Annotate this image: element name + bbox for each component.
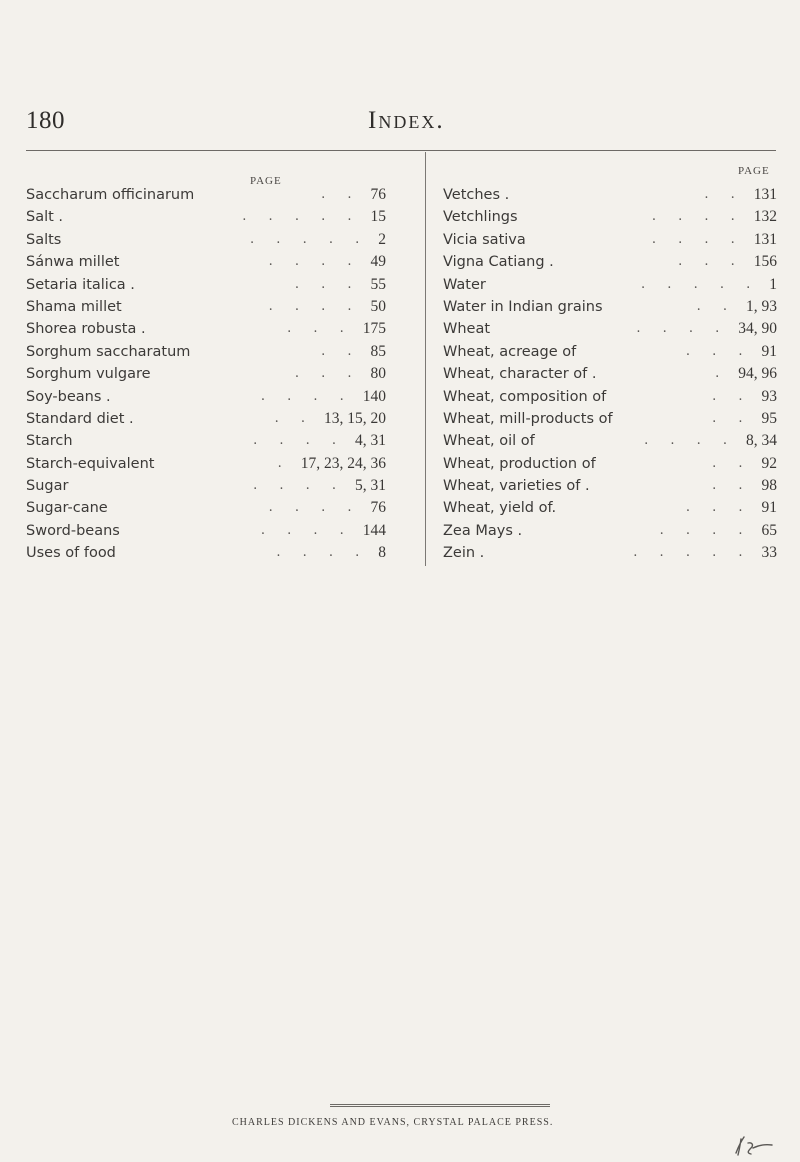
page-reference: 50 [370, 297, 386, 315]
footer-rule-lower [330, 1106, 550, 1107]
left-page-heading: PAGE [250, 175, 282, 187]
index-entry [443, 475, 777, 497]
page-reference: 94, 96 [738, 365, 777, 383]
page-reference: 91 [761, 499, 777, 517]
page-reference: 8, 34 [746, 432, 777, 450]
leader-dots: . . . . [659, 522, 752, 538]
index-term: Saccharum officinarum [26, 187, 195, 203]
leader-dots: . . . . [253, 433, 345, 449]
leader-dots: . . . [294, 276, 361, 292]
index-term: Wheat, production of [443, 455, 596, 472]
index-term: Zea Mays . [443, 522, 523, 539]
page-reference: 17, 23, 24, 36 [300, 454, 386, 472]
leader-dots: . . [712, 410, 752, 426]
index-term: Sword-beans [26, 522, 120, 539]
page-reference: 93 [761, 387, 777, 405]
index-term: Salts [26, 231, 62, 248]
index-term: Wheat, varieties of . [443, 478, 590, 495]
leader-dots: . . . [287, 321, 353, 337]
page-reference: 1, 93 [746, 297, 777, 315]
index-term: Sugar-cane [26, 500, 108, 517]
leader-dots: . . [696, 298, 736, 314]
index-term: Starch [26, 433, 73, 450]
index-entry [443, 430, 777, 452]
leader-dots: . . [321, 187, 361, 202]
page-reference: 5, 31 [355, 477, 386, 495]
right-page-heading: PAGE [738, 165, 770, 177]
top-rule [26, 150, 776, 151]
leader-dots: . . . . [268, 298, 361, 314]
leader-dots: . . . [678, 254, 744, 270]
leader-dots: . . [712, 478, 752, 494]
index-term: Soy-beans . [26, 388, 111, 405]
index-term: Shorea robusta . [26, 321, 146, 338]
index-entry [443, 251, 777, 273]
page-reference: 76 [370, 186, 386, 203]
leader-dots: . . . . [636, 321, 729, 337]
page-reference: 140 [362, 387, 386, 405]
index-term: Wheat, mill-products of [443, 410, 613, 427]
index-entry [443, 453, 777, 475]
index-term: Vetchlings [443, 209, 518, 226]
leader-dots: . . . . . [242, 209, 361, 225]
index-entry [26, 408, 386, 430]
page-reference: 98 [761, 477, 777, 495]
index-entry [443, 542, 777, 564]
index-entry [443, 296, 777, 318]
leader-dots: . [715, 366, 729, 382]
page-reference: 65 [761, 521, 777, 539]
leader-dots: . . . . . [250, 231, 369, 247]
page-reference: 8 [378, 544, 386, 562]
index-term: Sánwa millet [26, 254, 120, 271]
leader-dots: . . . . [268, 254, 361, 270]
index-entry [26, 475, 386, 497]
index-term: Water [443, 276, 486, 293]
index-entry [443, 206, 777, 228]
page-reference: 131 [753, 230, 777, 248]
page-reference: 55 [370, 275, 386, 293]
leader-dots: . . . . [260, 522, 353, 538]
index-term: Wheat [443, 321, 491, 338]
index-entry [26, 542, 386, 564]
page-reference: 156 [753, 253, 777, 271]
index-term: Uses of food [26, 545, 116, 562]
page-reference: 144 [362, 521, 386, 539]
leader-dots: . . [704, 187, 744, 202]
page-reference: 80 [370, 365, 386, 383]
leader-dots: . . . [685, 500, 752, 516]
leader-dots: . . . . [644, 433, 736, 449]
index-term: Wheat, composition of [443, 388, 607, 405]
index-term: Salt . [26, 209, 64, 226]
running-head: Index. [368, 107, 445, 134]
index-entry [26, 274, 386, 296]
page-reference: 132 [753, 208, 777, 226]
index-term: Vicia sativa [443, 231, 526, 248]
right-index-column [443, 184, 777, 565]
index-entry [26, 184, 386, 206]
index-term: Sorghum saccharatum [26, 343, 191, 360]
page-reference: 34, 90 [738, 320, 777, 338]
page-reference: 175 [362, 320, 386, 338]
page-reference: 4, 31 [355, 432, 386, 450]
page-reference: 131 [753, 186, 777, 203]
leader-dots: . . [712, 455, 752, 471]
index-entry [26, 386, 386, 408]
leader-dots: . . [712, 388, 752, 404]
leader-dots: . . . . [260, 388, 353, 404]
pencil-mark-icon [732, 1133, 776, 1159]
leader-dots: . . . . . [633, 545, 752, 561]
index-entry [443, 497, 777, 519]
page-reference: 49 [370, 253, 386, 271]
page-reference: 1 [769, 275, 777, 293]
index-entry [443, 184, 777, 206]
index-entry [443, 520, 777, 542]
page-reference: 85 [370, 342, 386, 360]
index-entry [26, 229, 386, 251]
leader-dots: . . . . [651, 209, 744, 225]
index-term: Starch-equivalent [26, 455, 155, 472]
leader-dots: . . [321, 343, 361, 359]
page-reference: 95 [761, 409, 777, 427]
index-term: Wheat, character of . [443, 366, 597, 383]
leader-dots: . . . . [276, 545, 369, 561]
page-reference: 91 [761, 342, 777, 360]
index-entry [26, 318, 386, 340]
index-entry [26, 296, 386, 318]
leader-dots: . . . [294, 366, 361, 382]
index-term: Zein . [443, 545, 485, 562]
page-reference: 92 [761, 454, 777, 472]
index-term: Water in Indian grains [443, 298, 603, 315]
index-entry [26, 206, 386, 228]
page-reference: 13, 15, 20 [324, 409, 386, 427]
index-term: Vigna Catiang . [443, 254, 554, 271]
index-entry [443, 408, 777, 430]
index-entry [26, 520, 386, 542]
index-term: Wheat, yield of. [443, 500, 557, 517]
footer-rule-upper [330, 1104, 550, 1105]
index-entry [443, 341, 777, 363]
leader-dots: . [277, 455, 291, 471]
index-term: Sugar [26, 478, 69, 495]
index-term: Wheat, acreage of [443, 343, 577, 360]
index-entry [26, 453, 386, 475]
column-divider [425, 152, 426, 566]
index-term: Standard diet . [26, 410, 134, 427]
index-entry [26, 341, 386, 363]
index-entry [26, 497, 386, 519]
leader-dots: . . . . . [641, 276, 760, 292]
leader-dots: . . [274, 410, 314, 426]
index-term: Shama millet [26, 298, 122, 315]
leader-dots: . . . . [268, 500, 361, 516]
index-entry [443, 274, 777, 296]
leader-dots: . . . [685, 343, 752, 359]
index-entry [26, 430, 386, 452]
page-number: 180 [26, 107, 65, 134]
index-entry [443, 363, 777, 385]
page-reference: 2 [378, 230, 386, 248]
index-entry [443, 229, 777, 251]
index-entry [26, 251, 386, 273]
page-reference: 76 [370, 499, 386, 517]
leader-dots: . . . . [253, 478, 345, 494]
index-term: Vetches . [443, 187, 510, 203]
left-index-column [26, 184, 386, 565]
index-term: Wheat, oil of [443, 433, 535, 450]
index-entry [443, 318, 777, 340]
printer-imprint: CHARLES DICKENS AND EVANS, CRYSTAL PALACE PRESS. [232, 1117, 554, 1128]
page-reference: 15 [370, 208, 386, 226]
index-term: Sorghum vulgare [26, 366, 151, 383]
index-entry [443, 386, 777, 408]
index-entry [26, 363, 386, 385]
page-reference: 33 [761, 544, 777, 562]
leader-dots: . . . . [651, 231, 744, 247]
index-term: Setaria italica . [26, 276, 135, 293]
